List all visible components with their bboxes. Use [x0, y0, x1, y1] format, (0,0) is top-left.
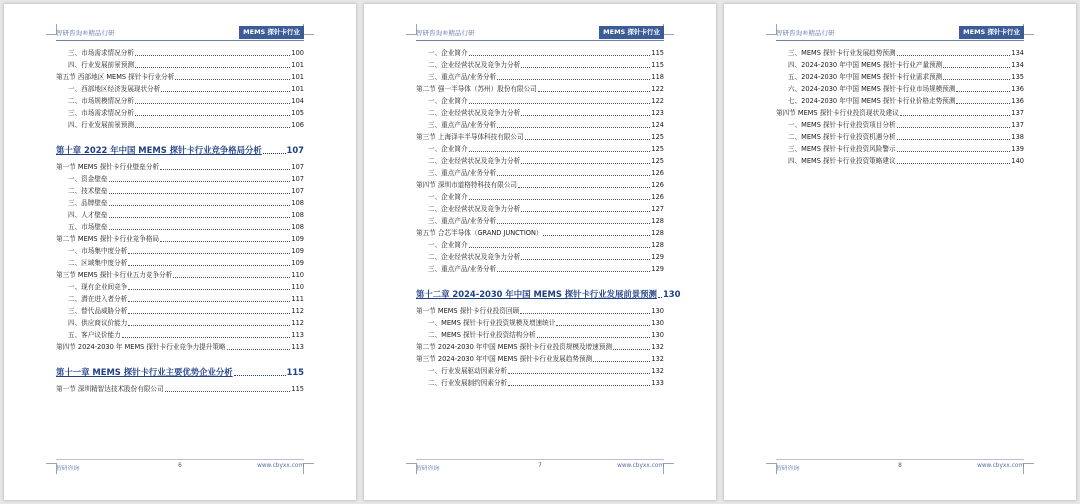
- toc-entry-title: 三、重点产品/业务分析: [428, 73, 497, 81]
- toc-entry-page: 132: [651, 343, 664, 351]
- dot-leader: [173, 277, 290, 278]
- toc-entry-title: 二、MEMS 探针卡行业投资机遇分析: [788, 133, 896, 141]
- dot-leader: [521, 67, 650, 68]
- dot-leader: [521, 115, 650, 116]
- toc-entry-page: 109: [291, 235, 304, 243]
- dot-leader: [956, 91, 1010, 92]
- footer-url: www.cbyxx.com: [617, 463, 664, 469]
- toc-subsection[interactable]: [56, 316, 304, 328]
- toc-entry-page: 108: [291, 211, 304, 219]
- toc-entry-page: 112: [291, 307, 304, 315]
- page-header: [56, 26, 304, 41]
- toc-entry-title: 三、MEMS 探针卡行业发展趋势预测: [788, 49, 896, 57]
- toc-entry-title: 一、行业发展驱动因素分析: [428, 367, 508, 375]
- toc-entry-page: 140: [1011, 157, 1024, 165]
- toc-entry-title: 三、MEMS 探针卡行业投资风险警示: [788, 145, 896, 153]
- toc-entry-page: 115: [651, 61, 664, 69]
- toc-entry-page: 135: [1011, 73, 1024, 81]
- toc-entry-page: 137: [1011, 121, 1024, 129]
- dot-leader: [897, 55, 1011, 56]
- document-page-3: [724, 4, 1076, 500]
- dot-leader: [497, 271, 650, 272]
- toc-subsection[interactable]: [416, 190, 664, 202]
- toc-entry-title: 四、人才壁垒: [68, 211, 108, 219]
- toc-entry-title: 一、企业简介: [428, 145, 468, 153]
- toc-entry-page: 128: [651, 229, 664, 237]
- toc-subsection[interactable]: [416, 46, 664, 58]
- toc-entry-page: 110: [291, 271, 304, 279]
- toc-entry-title: 一、企业简介: [428, 49, 468, 57]
- toc-entry-page: 136: [1011, 97, 1024, 105]
- dot-leader: [263, 153, 286, 154]
- dot-leader: [128, 253, 290, 254]
- toc-subsection[interactable]: [416, 166, 664, 178]
- toc-entry-title: 二、企业经营状况及竞争力分析: [428, 61, 521, 69]
- toc-subsection[interactable]: [416, 154, 664, 166]
- footer-brand: 智研咨询: [416, 466, 440, 472]
- toc-entry-page: 137: [1011, 109, 1024, 117]
- toc-entry-title: 四、行业发展前景预测: [68, 61, 134, 69]
- dot-leader: [521, 259, 650, 260]
- dot-leader: [508, 385, 650, 386]
- footer-brand: 智研咨询: [56, 466, 80, 472]
- dot-leader: [658, 297, 662, 298]
- header-topic-badge: MEMS 探针卡行业: [959, 26, 1024, 39]
- toc-entry-title: 五、2024-2030 年中国 MEMS 探针卡行业需求预测: [788, 73, 943, 81]
- header-brand: 智研咨询®精品行研: [776, 29, 835, 37]
- dot-leader: [497, 223, 650, 224]
- toc-entry-page: 113: [291, 331, 304, 339]
- dot-leader: [161, 91, 290, 92]
- toc-entry-title: 一、企业简介: [428, 193, 468, 201]
- page-footer: [416, 459, 664, 472]
- toc-entry-title: 第三节 MEMS 探针卡行业五力竞争分析: [56, 271, 173, 279]
- dot-leader: [135, 103, 290, 104]
- toc-subsection[interactable]: [416, 202, 664, 214]
- toc-subsection[interactable]: [56, 94, 304, 106]
- toc-subsection[interactable]: [776, 154, 1024, 166]
- dot-leader: [160, 241, 290, 242]
- footer-url: www.cbyxx.com: [257, 463, 304, 469]
- toc-entry-title: 二、技术壁垒: [68, 187, 108, 195]
- toc-entry-page: 129: [651, 265, 664, 273]
- toc-subsection[interactable]: [56, 328, 304, 340]
- toc-entry-title: 一、资金壁垒: [68, 175, 108, 183]
- toc-chapter[interactable]: [56, 142, 304, 156]
- dot-leader: [469, 55, 651, 56]
- dot-leader: [538, 91, 651, 92]
- dot-leader: [135, 55, 290, 56]
- dot-leader: [518, 187, 650, 188]
- toc-entry-title: 第十二章 2024-2030 年中国 MEMS 探针卡行业发展前景预测: [416, 289, 657, 299]
- toc-subsection[interactable]: [56, 118, 304, 130]
- toc-entry-title: 第一节 MEMS 探针卡行业投资回顾: [416, 307, 520, 315]
- toc-entry-page: 107: [291, 187, 304, 195]
- page-header: [416, 26, 664, 41]
- dot-leader: [900, 115, 1011, 116]
- dot-leader: [556, 325, 650, 326]
- toc-entry-title: 一、市场集中度分析: [68, 247, 128, 255]
- toc-entry-title: 二、MEMS 探针卡行业投资结构分析: [428, 331, 536, 339]
- toc-entry-page: 111: [291, 295, 304, 303]
- crop-mark-top-right: [663, 24, 674, 35]
- toc-entry-page: 125: [651, 133, 664, 141]
- toc-entry-page: 101: [291, 73, 304, 81]
- toc-entry-title: 第三节 上海泽丰半导体科技有限公司: [416, 133, 524, 141]
- toc-entry-title: 四、行业发展前景预测: [68, 121, 134, 129]
- toc-subsection[interactable]: [416, 376, 664, 388]
- dot-leader: [956, 103, 1010, 104]
- toc-entry-title: 一、MEMS 探针卡行业投资项目分析: [788, 121, 896, 129]
- toc-subsection[interactable]: [56, 172, 304, 184]
- page-number: 6: [178, 463, 182, 469]
- toc-entry-page: 134: [1011, 49, 1024, 57]
- toc-entry-title: 二、企业经营状况及竞争力分析: [428, 109, 521, 117]
- toc-entry-page: 126: [651, 181, 664, 189]
- toc-entry-title: 三、品牌壁垒: [68, 199, 108, 207]
- toc-entry-title: 第五节 西部地区 MEMS 探针卡行业分析: [56, 73, 175, 81]
- toc-section[interactable]: [56, 340, 304, 352]
- toc-subsection[interactable]: [416, 262, 664, 274]
- toc-subsection[interactable]: [776, 118, 1024, 130]
- page-footer: [776, 459, 1024, 472]
- toc-subsection[interactable]: [416, 70, 664, 82]
- dot-leader: [175, 79, 290, 80]
- dot-leader: [520, 313, 650, 314]
- toc-entry-page: 132: [651, 367, 664, 375]
- dot-leader: [508, 373, 650, 374]
- toc-entry-title: 三、重点产品/业务分析: [428, 121, 497, 129]
- dot-leader: [122, 337, 291, 338]
- toc-section[interactable]: [416, 352, 664, 364]
- toc-entry-page: 127: [651, 205, 664, 213]
- dot-leader: [525, 139, 651, 140]
- toc-entry-page: 112: [291, 319, 304, 327]
- toc-section[interactable]: [56, 70, 304, 82]
- dot-leader: [897, 127, 1011, 128]
- toc-entry-title: 第二节 MEMS 探针卡行业竞争格局: [56, 235, 160, 243]
- toc-entry-page: 139: [1011, 145, 1024, 153]
- crop-mark-bottom-right: [303, 463, 314, 474]
- dot-leader: [469, 247, 651, 248]
- toc-subsection[interactable]: [776, 58, 1024, 70]
- toc-subsection[interactable]: [776, 82, 1024, 94]
- toc-entry-title: 第二节 强一半导体（苏州）股份有限公司: [416, 85, 537, 93]
- toc-entry-page: 104: [291, 97, 304, 105]
- toc-entry-title: 第四节 深圳市道格特科技有限公司: [416, 181, 518, 189]
- dot-leader: [537, 337, 651, 338]
- toc-entry-title: 七、2024-2030 年中国 MEMS 探针卡行业价格走势预测: [788, 97, 956, 105]
- dot-leader: [234, 375, 286, 376]
- toc-entry-page: 122: [651, 85, 664, 93]
- toc-subsection[interactable]: [416, 142, 664, 154]
- dot-leader: [943, 67, 1010, 68]
- dot-leader: [109, 193, 291, 194]
- toc-entry-page: 115: [286, 367, 304, 377]
- toc-subsection[interactable]: [56, 184, 304, 196]
- dot-leader: [613, 349, 650, 350]
- header-brand: 智研咨询®精品行研: [416, 29, 475, 37]
- toc-subsection[interactable]: [56, 304, 304, 316]
- dot-leader: [897, 151, 1011, 152]
- toc-entry-title: 二、市场规模情况分析: [68, 97, 134, 105]
- toc-entry-page: 101: [291, 85, 304, 93]
- dot-leader: [128, 301, 290, 302]
- toc-subsection[interactable]: [416, 316, 664, 328]
- toc-subsection[interactable]: [416, 250, 664, 262]
- toc-chapter[interactable]: [416, 286, 681, 300]
- toc-entry-page: 107: [291, 175, 304, 183]
- toc-entry-title: 一、现有企业间竞争: [68, 283, 128, 291]
- toc-entry-title: 一、企业简介: [428, 97, 468, 105]
- toc-entry-page: 134: [1011, 61, 1024, 69]
- toc-entry-page: 105: [291, 109, 304, 117]
- toc-entry-title: 六、2024-2030 年中国 MEMS 探针卡行业市场规模预测: [788, 85, 956, 93]
- page-number: 8: [898, 463, 902, 469]
- dot-leader: [227, 349, 291, 350]
- toc-entry-page: 108: [291, 199, 304, 207]
- toc-entry-page: 108: [291, 223, 304, 231]
- dot-leader: [165, 391, 291, 392]
- dot-leader: [128, 313, 290, 314]
- toc-entry-page: 132: [651, 355, 664, 363]
- footer-brand: 智研咨询: [776, 466, 800, 472]
- toc-entry-page: 124: [651, 121, 664, 129]
- toc-entry-title: 第三节 2024-2030 年中国 MEMS 探针卡行业发展趋势预测: [416, 355, 593, 363]
- toc-entry-page: 128: [651, 217, 664, 225]
- toc-entry-page: 126: [651, 169, 664, 177]
- toc-entry-title: 四、供应商议价能力: [68, 319, 128, 327]
- dot-leader: [593, 361, 650, 362]
- toc-subsection[interactable]: [56, 208, 304, 220]
- crop-mark-bottom-right: [1023, 463, 1034, 474]
- toc-subsection[interactable]: [416, 214, 664, 226]
- toc-entry-title: 三、市场需求情况分析: [68, 109, 134, 117]
- toc-entry-page: 115: [651, 49, 664, 57]
- dot-leader: [109, 181, 291, 182]
- toc-subsection[interactable]: [56, 46, 304, 58]
- toc-section[interactable]: [56, 382, 304, 394]
- toc-subsection[interactable]: [56, 82, 304, 94]
- header-topic-badge: MEMS 探针卡行业: [239, 26, 304, 39]
- toc-entry-page: 118: [651, 73, 664, 81]
- toc-entry-page: 136: [1011, 85, 1024, 93]
- toc-entry-title: 第一节 深圳精智达技术股份有限公司: [56, 385, 164, 393]
- toc-entry-page: 130: [651, 319, 664, 327]
- document-page-1: [4, 4, 356, 500]
- toc-subsection[interactable]: [56, 256, 304, 268]
- dot-leader: [521, 163, 650, 164]
- toc-entry-page: 126: [651, 193, 664, 201]
- toc-entry-page: 101: [291, 61, 304, 69]
- toc-entry-title: 第四节 2024-2030 年 MEMS 探针卡行业竞争力提升策略: [56, 343, 226, 351]
- toc-subsection[interactable]: [56, 280, 304, 292]
- header-brand: 智研咨询®精品行研: [56, 29, 115, 37]
- toc-entry-page: 107: [286, 145, 304, 155]
- toc-section[interactable]: [776, 106, 1024, 118]
- page-number: 7: [538, 463, 542, 469]
- dot-leader: [109, 217, 291, 218]
- toc-entry-title: 三、重点产品/业务分析: [428, 169, 497, 177]
- toc-entry-title: 三、市场需求情况分析: [68, 49, 134, 57]
- toc-entry-page: 125: [651, 145, 664, 153]
- toc-subsection[interactable]: [56, 292, 304, 304]
- dot-leader: [135, 115, 290, 116]
- dot-leader: [497, 175, 650, 176]
- toc-entry-title: 一、MEMS 探针卡行业投资规模及增速统计: [428, 319, 556, 327]
- toc-entry-title: 四、MEMS 探针卡行业投资策略建议: [788, 157, 896, 165]
- toc-entry-title: 一、企业简介: [428, 241, 468, 249]
- toc-subsection[interactable]: [776, 142, 1024, 154]
- toc-entry-title: 一、西部地区经济发展现状分析: [68, 85, 161, 93]
- toc-section[interactable]: [416, 340, 664, 352]
- toc-entry-title: 二、企业经营状况及竞争力分析: [428, 157, 521, 165]
- toc-subsection[interactable]: [776, 46, 1024, 58]
- toc-section[interactable]: [416, 304, 664, 316]
- toc-entry-page: 130: [651, 331, 664, 339]
- toc-entry-page: 130: [662, 289, 681, 299]
- dot-leader: [897, 139, 1011, 140]
- dot-leader: [469, 151, 651, 152]
- toc-subsection[interactable]: [416, 328, 664, 340]
- toc-section[interactable]: [416, 82, 664, 94]
- toc-entry-title: 三、重点产品/业务分析: [428, 217, 497, 225]
- toc-entry-page: 109: [291, 259, 304, 267]
- toc-entry-page: 123: [651, 109, 664, 117]
- toc-subsection[interactable]: [56, 220, 304, 232]
- toc-entry-title: 五、客户议价能力: [68, 331, 121, 339]
- toc-entry-title: 二、潜在进入者分析: [68, 295, 128, 303]
- toc-entry-page: 130: [651, 307, 664, 315]
- toc-entry-title: 二、企业经营状况及竞争力分析: [428, 253, 521, 261]
- dot-leader: [109, 205, 291, 206]
- toc-subsection[interactable]: [776, 70, 1024, 82]
- dot-leader: [469, 103, 651, 104]
- toc-entry-page: 125: [651, 157, 664, 165]
- dot-leader: [135, 67, 290, 68]
- dot-leader: [521, 211, 650, 212]
- document-page-2: [364, 4, 716, 500]
- toc-entry-page: 113: [291, 343, 304, 351]
- toc-entry-page: 129: [651, 253, 664, 261]
- page-header: [776, 26, 1024, 41]
- crop-mark-bottom-right: [663, 463, 674, 474]
- toc-entry-title: 二、行业发展制约因素分析: [428, 379, 508, 387]
- footer-url: www.cbyxx.com: [977, 463, 1024, 469]
- toc-subsection[interactable]: [416, 118, 664, 130]
- dot-leader: [109, 229, 291, 230]
- toc-entry-page: 110: [291, 283, 304, 291]
- toc-subsection[interactable]: [56, 106, 304, 118]
- toc-entry-title: 第十章 2022 年中国 MEMS 探针卡行业竞争格局分析: [56, 145, 262, 155]
- dot-leader: [943, 79, 1010, 80]
- dot-leader: [497, 127, 650, 128]
- toc-subsection[interactable]: [416, 94, 664, 106]
- toc-subsection[interactable]: [416, 364, 664, 376]
- toc-entry-page: 128: [651, 241, 664, 249]
- dot-leader: [497, 79, 650, 80]
- toc-entry-page: 115: [291, 385, 304, 393]
- toc-subsection[interactable]: [416, 58, 664, 70]
- toc-subsection[interactable]: [416, 238, 664, 250]
- toc-section[interactable]: [416, 130, 664, 142]
- toc-entry-page: 109: [291, 247, 304, 255]
- toc-section[interactable]: [56, 160, 304, 172]
- toc-entry-title: 第一节 MEMS 探针卡行业壁垒分析: [56, 163, 160, 171]
- toc-subsection[interactable]: [776, 94, 1024, 106]
- toc-subsection[interactable]: [56, 244, 304, 256]
- toc-section[interactable]: [416, 178, 664, 190]
- dot-leader: [469, 199, 651, 200]
- dot-leader: [128, 289, 290, 290]
- dot-leader: [128, 265, 290, 266]
- toc-section[interactable]: [416, 226, 664, 238]
- toc-entry-title: 二、区域集中度分析: [68, 259, 128, 267]
- toc-section[interactable]: [56, 268, 304, 280]
- toc-entry-title: 二、企业经营状况及竞争力分析: [428, 205, 521, 213]
- crop-mark-top-right: [303, 24, 314, 35]
- toc-entry-page: 133: [651, 379, 664, 387]
- toc-subsection[interactable]: [776, 130, 1024, 142]
- dot-leader: [543, 235, 650, 236]
- page-footer: [56, 459, 304, 472]
- toc-entry-title: 第四节 MEMS 探针卡行业投资现状及建议: [776, 109, 899, 117]
- crop-mark-top-right: [1023, 24, 1034, 35]
- dot-leader: [128, 325, 290, 326]
- dot-leader: [135, 127, 290, 128]
- toc-entry-title: 三、重点产品/业务分析: [428, 265, 497, 273]
- toc-subsection[interactable]: [56, 196, 304, 208]
- toc-entry-page: 100: [291, 49, 304, 57]
- toc-entry-title: 第五节 合芯半导体（GRAND JUNCTION）: [416, 229, 543, 237]
- toc-entry-title: 四、2024-2030 年中国 MEMS 探针卡行业产量预测: [788, 61, 943, 69]
- toc-subsection[interactable]: [416, 106, 664, 118]
- dot-leader: [160, 169, 290, 170]
- toc-entry-title: 五、市场壁垒: [68, 223, 108, 231]
- toc-section[interactable]: [56, 232, 304, 244]
- dot-leader: [897, 163, 1011, 164]
- toc-entry-title: 第十一章 MEMS 探针卡行业主要优势企业分析: [56, 367, 233, 377]
- toc-entry-title: 三、替代品威胁分析: [68, 307, 128, 315]
- toc-entry-page: 107: [291, 163, 304, 171]
- toc-chapter[interactable]: [56, 364, 304, 378]
- toc-entry-page: 138: [1011, 133, 1024, 141]
- header-topic-badge: MEMS 探针卡行业: [599, 26, 664, 39]
- toc-subsection[interactable]: [56, 58, 304, 70]
- toc-entry-title: 第二节 2024-2030 年中国 MEMS 探针卡行业投资规模及增速预测: [416, 343, 612, 351]
- toc-entry-page: 106: [291, 121, 304, 129]
- toc-entry-page: 122: [651, 97, 664, 105]
